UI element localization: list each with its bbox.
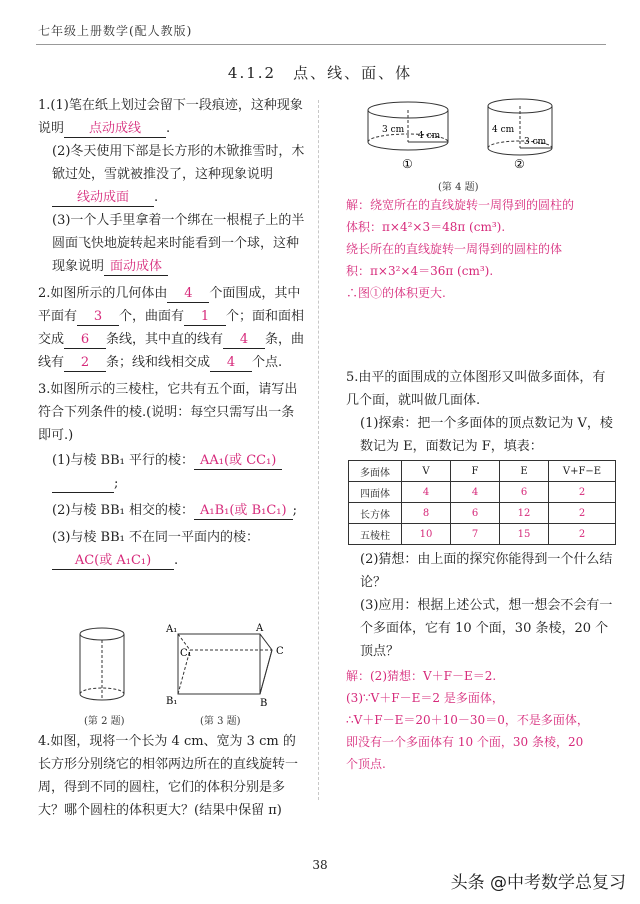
solution-5: 解：(2)猜想：V＋F－E＝2. (3)∵V＋F－E＝2 是多面体， ∴V＋F－E＝20＋10－30＝0，不是多面体， 即没有一个多面体有 10 个面，30 条棱，20 个顶点.: [346, 669, 589, 771]
table-row: 五棱柱 10 7 15 2: [349, 524, 616, 545]
q3-part3: (3)与棱 BB₁ 不在同一平面内的棱：AC(或 A₁C₁) .: [52, 530, 259, 568]
fig4-c1-radius: 4 cm: [418, 131, 441, 141]
figure-3: [160, 622, 300, 710]
column-divider: [318, 100, 319, 800]
fig4-c2-radius: 3 cm: [524, 137, 547, 147]
fig3-label-C: C: [276, 646, 284, 657]
header-rule: [36, 44, 606, 45]
q1-answer-2: 线动成面: [52, 190, 154, 207]
fig3-label-A1: A₁: [166, 624, 178, 635]
book-header: 七年级上册数学(配人教版): [38, 24, 193, 38]
q5-part3: (3)应用：根据上述公式，想一想会不会有一个多面体，它有 10 个面，30 条棱，20 个顶点？: [360, 598, 613, 659]
watermark: 头条 @中考数学总复习: [450, 873, 626, 893]
fig3-label-A: A: [256, 623, 264, 634]
fig3-label-C1: C₁: [180, 648, 192, 659]
q1-part1: 1.(1)笔在纸上划过会留下一段痕迹，这种现象说明 点动成线 .: [38, 98, 303, 136]
q2-answer-2: 3: [77, 309, 119, 326]
q2-answer-7: 4: [210, 355, 252, 372]
solution-4: 解：绕宽所在的直线旋转一周得到的圆柱的 体积：π×4²×3＝48π (cm³). 绕长所在的直线旋转一周得到的圆柱的体 积：π×3²×4＝36π (cm³). ∴图①的体积更大.: [346, 198, 575, 300]
q2-answer-3: 1: [184, 309, 226, 326]
question-2: 2.如图所示的几何体由 4 个面围成，其中平面有 3 个，曲面有 1 个；面和面相交成 6 条线，其中直的线有 4 条，曲线有 2 条；线和线相交成 4 个点.: [38, 286, 305, 370]
table-row: 长方体 8 6 12 2: [349, 503, 616, 524]
fig4-c2-height: 4 cm: [492, 125, 515, 135]
q3-answer-3: AC(或 A₁C₁): [52, 553, 174, 570]
q1-part2: (2)冬天使用下部是长方形的木锨推雪时，木锨过处，雪就被推没了，这种现象说明线动成面 .: [52, 144, 305, 205]
q3-answer-1: AA₁(或 CC₁): [194, 453, 282, 470]
figure-3-caption: (第 3 题): [200, 716, 241, 727]
q2-answer-1: 4: [167, 286, 209, 303]
left-column: [38, 94, 306, 572]
fig3-label-B1: B₁: [166, 696, 178, 707]
q3-answer-2: A₁B₁(或 B₁C₁): [194, 503, 293, 520]
figure-4-caption: (第 4 题): [438, 182, 479, 193]
q2-answer-6: 2: [64, 355, 106, 372]
table-row: 四面体 4 4 6 2: [349, 482, 616, 503]
q3-part2: (2)与棱 BB₁ 相交的棱： A₁B₁(或 B₁C₁) ;: [52, 503, 297, 518]
fig4-c2-number: ②: [514, 157, 525, 171]
question-1: [38, 94, 306, 278]
q5-stem: 5.由平的面围成的立体图形又叫做多面体，有几个面，就叫做几面体.: [346, 370, 606, 408]
figure-4: [360, 96, 580, 176]
question-3: [38, 378, 306, 572]
section-title: 4.1.2 点、线、面、体: [227, 64, 413, 82]
q5-part2: (2)猜想：由上面的探究你能得到一个什么结论？: [360, 552, 613, 590]
q1-answer-3: 面动成体: [104, 259, 168, 276]
question-4: 4.如图，现将一个长为 4 cm、宽为 3 cm 的长方形分别绕它的相邻两边所在的直线旋转一周，得到不同的圆柱，它们的体积分别是多大？哪个圆柱的体积更大？(结果中保留 π): [38, 734, 299, 818]
fig4-c1-height: 3 cm: [382, 125, 405, 135]
q5-part1: (1)探索：把一个多面体的顶点数记为 V，棱数记为 E，面数记为 F，填表：: [360, 416, 613, 454]
figure-2: [72, 624, 142, 706]
table-header-row: 多面体 V F E V+F−E: [349, 461, 616, 482]
q2-answer-4: 6: [64, 332, 106, 349]
page-number: 38: [312, 858, 328, 872]
q3-part1: (1)与棱 BB₁ 平行的棱： AA₁(或 CC₁) ;: [38, 449, 306, 495]
fig3-label-B: B: [260, 698, 268, 709]
q2-answer-5: 4: [223, 332, 265, 349]
q3-stem: 3.如图所示的三棱柱，它共有五个面，请写出符合下列条件的棱.(说明：每空只需写出一条即可.): [38, 382, 298, 443]
question-5: [346, 366, 614, 458]
q1-answer-1: 点动成线: [64, 121, 166, 138]
figure-2-caption: (第 2 题): [84, 716, 125, 727]
polyhedron-table: [348, 460, 616, 545]
question-5-continued: [346, 548, 614, 775]
fig4-c1-number: ①: [402, 157, 413, 171]
q1-part3: (3)一个人手里拿着一个绑在一根棍子上的半圆面飞快地旋转起来时能看到一个球，这种现象说明 面动成体: [52, 213, 305, 274]
